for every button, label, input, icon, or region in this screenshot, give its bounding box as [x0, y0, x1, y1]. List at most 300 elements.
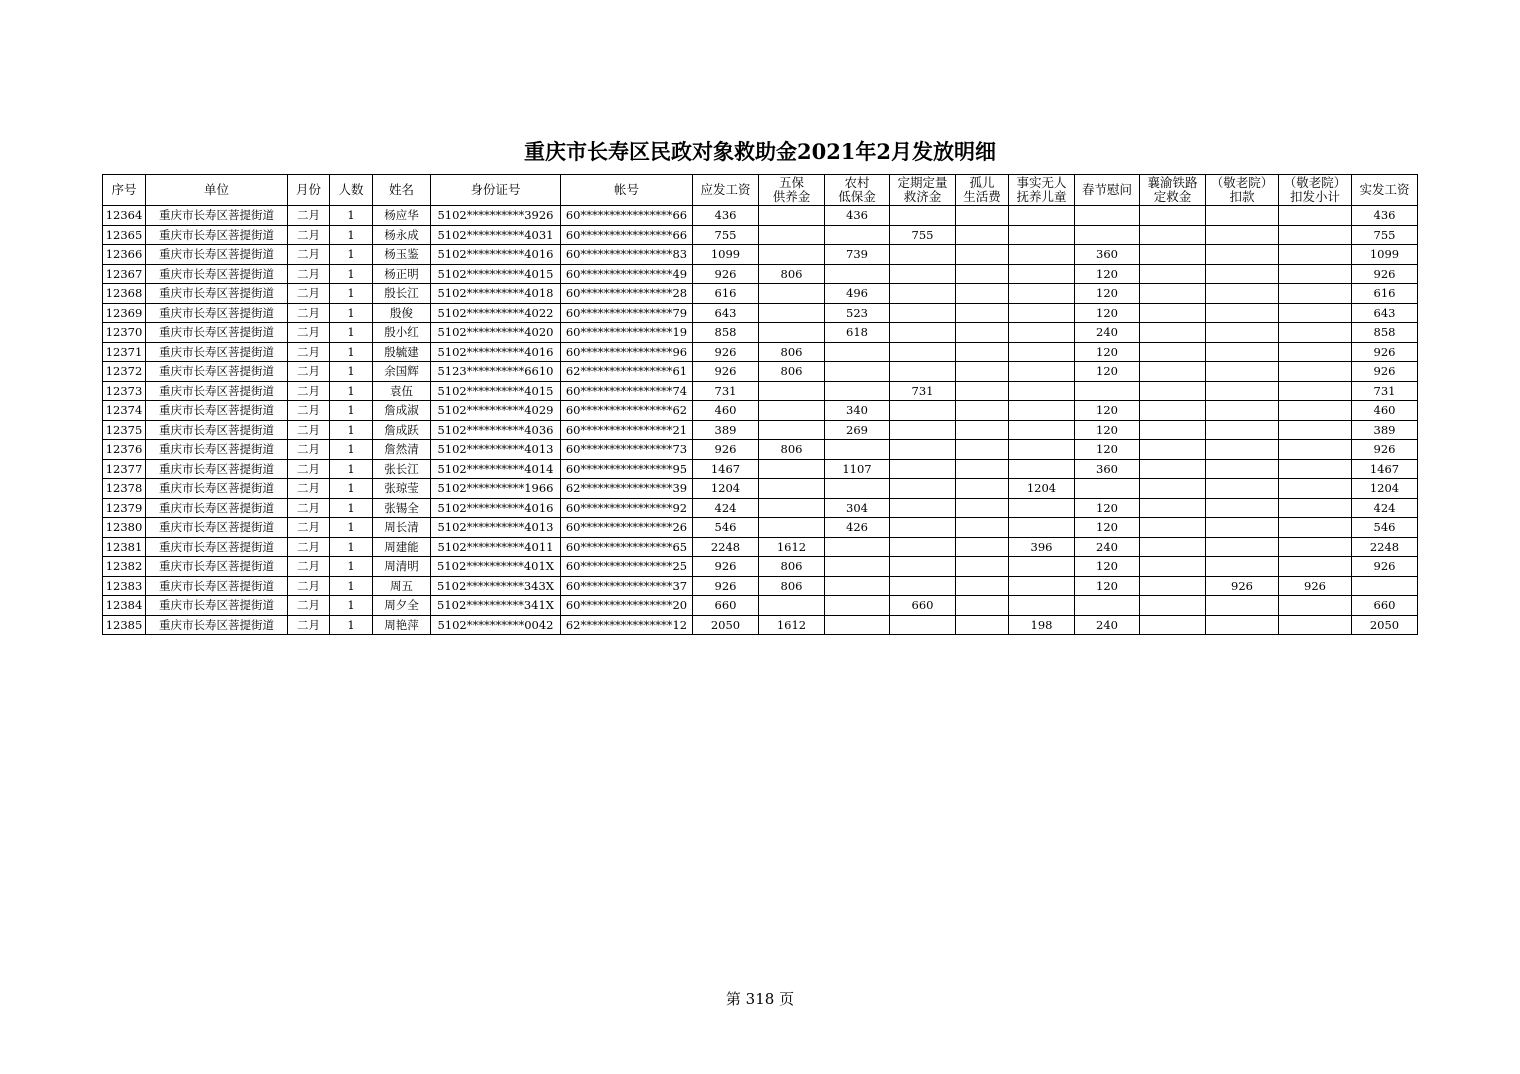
table-cell: [1279, 284, 1352, 304]
table-cell: [956, 284, 1009, 304]
table-cell: 二月: [288, 323, 330, 343]
table-cell: [890, 420, 956, 440]
table-cell: [956, 440, 1009, 460]
table-cell: 389: [693, 420, 759, 440]
table-cell: [1279, 342, 1352, 362]
table-cell: 360: [1075, 459, 1140, 479]
table-cell: 12374: [103, 401, 146, 421]
table-cell: 5102**********4014: [431, 459, 561, 479]
table-cell: [1009, 245, 1075, 265]
table-row: [103, 342, 1418, 362]
table-cell: [1279, 264, 1352, 284]
table-cell: 1: [330, 206, 373, 226]
table-cell: 858: [1352, 323, 1418, 343]
table-cell: [1009, 284, 1075, 304]
table-cell: [956, 576, 1009, 596]
table-cell: [1206, 245, 1279, 265]
table-cell: 120: [1075, 498, 1140, 518]
table-cell: [1140, 206, 1206, 226]
table-cell: 二月: [288, 576, 330, 596]
table-row: [103, 537, 1418, 557]
table-cell: 12377: [103, 459, 146, 479]
table-cell: 周建能: [373, 537, 431, 557]
table-cell: 重庆市长寿区菩提街道: [146, 303, 288, 323]
table-cell: 660: [1352, 596, 1418, 616]
table-cell: 926: [1352, 440, 1418, 460]
column-header: [1279, 175, 1352, 206]
table-cell: 重庆市长寿区菩提街道: [146, 342, 288, 362]
table-cell: 2050: [1352, 615, 1418, 635]
table-cell: [1279, 245, 1352, 265]
table-cell: 120: [1075, 303, 1140, 323]
table-cell: 5102**********4016: [431, 245, 561, 265]
table-cell: 1107: [825, 459, 890, 479]
table-cell: 詹成淑: [373, 401, 431, 421]
column-header-line2: 生活费: [963, 189, 1001, 204]
table-row: [103, 225, 1418, 245]
table-cell: 詹成跃: [373, 420, 431, 440]
table-cell: [1009, 518, 1075, 538]
table-cell: [1279, 420, 1352, 440]
table-cell: 二月: [288, 537, 330, 557]
table-row: [103, 362, 1418, 382]
table-cell: [1206, 557, 1279, 577]
table-cell: 二月: [288, 342, 330, 362]
column-header: [890, 175, 956, 206]
table-cell: [890, 518, 956, 538]
table-cell: 643: [693, 303, 759, 323]
table-cell: [1206, 225, 1279, 245]
table-cell: [1009, 303, 1075, 323]
table-cell: 5102**********4015: [431, 381, 561, 401]
table-cell: 120: [1075, 420, 1140, 440]
column-header: [759, 175, 825, 206]
table-cell: 304: [825, 498, 890, 518]
table-cell: [956, 498, 1009, 518]
table-cell: 616: [693, 284, 759, 304]
table-cell: 60****************79: [561, 303, 693, 323]
column-header: [1140, 175, 1206, 206]
table-cell: 1204: [693, 479, 759, 499]
column-header-line1: 月份: [295, 182, 321, 197]
table-cell: [956, 303, 1009, 323]
table-cell: 5102**********4016: [431, 342, 561, 362]
table-cell: 926: [693, 440, 759, 460]
table-cell: [1009, 576, 1075, 596]
table-cell: 424: [1352, 498, 1418, 518]
table-row: [103, 498, 1418, 518]
table-cell: [956, 420, 1009, 440]
table-cell: 12370: [103, 323, 146, 343]
table-cell: [1206, 498, 1279, 518]
column-header-line1: 五保: [778, 175, 804, 190]
table-cell: 926: [1352, 557, 1418, 577]
table-cell: [890, 362, 956, 382]
table-cell: [1140, 557, 1206, 577]
table-cell: 806: [759, 362, 825, 382]
table-row: [103, 381, 1418, 401]
table-cell: [825, 225, 890, 245]
table-cell: [1279, 440, 1352, 460]
table-cell: 858: [693, 323, 759, 343]
table-cell: [1009, 323, 1075, 343]
table-cell: 12364: [103, 206, 146, 226]
table-cell: [1206, 264, 1279, 284]
table-cell: 杨玉鉴: [373, 245, 431, 265]
table-row: [103, 576, 1418, 596]
table-cell: [890, 323, 956, 343]
table-cell: 424: [693, 498, 759, 518]
table-cell: 12384: [103, 596, 146, 616]
table-cell: 1: [330, 303, 373, 323]
table-cell: [890, 342, 956, 362]
table-cell: 739: [825, 245, 890, 265]
table-cell: 5102**********401X: [431, 557, 561, 577]
column-header-line1: （敬老院）: [1210, 175, 1274, 190]
column-header: [561, 175, 693, 206]
table-cell: [825, 537, 890, 557]
table-cell: 806: [759, 342, 825, 362]
table-cell: [890, 284, 956, 304]
payment-table: [102, 174, 1418, 635]
table-cell: 60****************28: [561, 284, 693, 304]
table-cell: [956, 459, 1009, 479]
table-cell: 546: [1352, 518, 1418, 538]
table-cell: 1: [330, 440, 373, 460]
table-cell: 重庆市长寿区菩提街道: [146, 420, 288, 440]
table-cell: 杨应华: [373, 206, 431, 226]
table-cell: 523: [825, 303, 890, 323]
table-cell: 重庆市长寿区菩提街道: [146, 537, 288, 557]
table-cell: 269: [825, 420, 890, 440]
table-cell: 926: [693, 576, 759, 596]
table-cell: 1: [330, 498, 373, 518]
table-cell: 殷小红: [373, 323, 431, 343]
table-cell: 12379: [103, 498, 146, 518]
table-cell: [1279, 225, 1352, 245]
table-cell: 62****************39: [561, 479, 693, 499]
table-cell: 1: [330, 420, 373, 440]
table-cell: [759, 245, 825, 265]
table-cell: 60****************49: [561, 264, 693, 284]
table-cell: 重庆市长寿区菩提街道: [146, 206, 288, 226]
table-cell: [1279, 303, 1352, 323]
table-cell: [1206, 615, 1279, 635]
table-cell: 5102**********4015: [431, 264, 561, 284]
table-cell: [1140, 459, 1206, 479]
table-cell: 2248: [693, 537, 759, 557]
column-header-line1: 定期定量: [897, 175, 948, 190]
table-cell: 120: [1075, 518, 1140, 538]
table-cell: [825, 557, 890, 577]
table-row: [103, 401, 1418, 421]
table-cell: 5102**********341X: [431, 596, 561, 616]
column-header-line1: 人数: [338, 182, 364, 197]
column-header: [103, 175, 146, 206]
table-cell: [825, 479, 890, 499]
table-cell: 重庆市长寿区菩提街道: [146, 596, 288, 616]
table-cell: 806: [759, 264, 825, 284]
table-cell: [1206, 401, 1279, 421]
table-cell: 12385: [103, 615, 146, 635]
table-cell: 12375: [103, 420, 146, 440]
table-cell: [1279, 381, 1352, 401]
table-cell: 5102**********0042: [431, 615, 561, 635]
table-cell: [759, 284, 825, 304]
table-cell: [825, 596, 890, 616]
table-row: [103, 303, 1418, 323]
table-cell: 12369: [103, 303, 146, 323]
table-cell: 殷长江: [373, 284, 431, 304]
table-cell: [1279, 498, 1352, 518]
table-cell: 60****************66: [561, 206, 693, 226]
table-cell: 926: [693, 264, 759, 284]
table-cell: [1075, 206, 1140, 226]
table-cell: 755: [1352, 225, 1418, 245]
column-header: [1352, 175, 1418, 206]
table-cell: 重庆市长寿区菩提街道: [146, 401, 288, 421]
table-cell: 60****************66: [561, 225, 693, 245]
table-row: [103, 440, 1418, 460]
column-header-line2: 供养金: [772, 189, 811, 204]
table-cell: 张琼莹: [373, 479, 431, 499]
table-cell: 60****************74: [561, 381, 693, 401]
table-cell: 926: [693, 557, 759, 577]
table-cell: 1: [330, 381, 373, 401]
table-cell: [1279, 323, 1352, 343]
column-header: [956, 175, 1009, 206]
table-cell: [1009, 596, 1075, 616]
table-cell: [1279, 401, 1352, 421]
table-cell: 5102**********1966: [431, 479, 561, 499]
table-cell: 1204: [1352, 479, 1418, 499]
table-cell: [956, 323, 1009, 343]
table-row: [103, 206, 1418, 226]
table-cell: [759, 498, 825, 518]
table-cell: 重庆市长寿区菩提街道: [146, 284, 288, 304]
table-cell: [956, 264, 1009, 284]
table-cell: 1: [330, 479, 373, 499]
table-row: [103, 264, 1418, 284]
table-cell: 618: [825, 323, 890, 343]
table-cell: 5102**********4031: [431, 225, 561, 245]
column-header-line2: 定救金: [1153, 189, 1192, 204]
table-cell: [1140, 576, 1206, 596]
table-cell: 重庆市长寿区菩提街道: [146, 557, 288, 577]
table-cell: 660: [890, 596, 956, 616]
table-cell: 二月: [288, 401, 330, 421]
table-cell: 二月: [288, 381, 330, 401]
table-cell: 12368: [103, 284, 146, 304]
column-header-line2: 扣发小计: [1289, 189, 1340, 204]
table-cell: [890, 615, 956, 635]
table-cell: 二月: [288, 362, 330, 382]
table-cell: 1: [330, 264, 373, 284]
table-cell: 12366: [103, 245, 146, 265]
table-cell: 12371: [103, 342, 146, 362]
table-cell: 周五: [373, 576, 431, 596]
table-cell: [825, 576, 890, 596]
table-cell: [956, 342, 1009, 362]
table-cell: 2050: [693, 615, 759, 635]
table-cell: [956, 401, 1009, 421]
table-cell: [759, 518, 825, 538]
table-cell: [1140, 596, 1206, 616]
table-cell: 12381: [103, 537, 146, 557]
table-cell: [1009, 459, 1075, 479]
table-cell: [1140, 362, 1206, 382]
column-header-line1: 农村: [844, 175, 870, 190]
table-cell: 1: [330, 323, 373, 343]
table-cell: 重庆市长寿区菩提街道: [146, 225, 288, 245]
table-cell: 二月: [288, 420, 330, 440]
table-cell: [759, 420, 825, 440]
table-cell: [1140, 381, 1206, 401]
table-cell: [890, 440, 956, 460]
table-cell: 1: [330, 518, 373, 538]
table-cell: [890, 537, 956, 557]
table-cell: 60****************37: [561, 576, 693, 596]
table-cell: 60****************73: [561, 440, 693, 460]
table-cell: [956, 381, 1009, 401]
table-cell: 731: [890, 381, 956, 401]
table-cell: 240: [1075, 615, 1140, 635]
table-cell: [1279, 596, 1352, 616]
table-cell: [759, 206, 825, 226]
table-cell: [1140, 323, 1206, 343]
table-cell: [1206, 342, 1279, 362]
table-cell: [759, 225, 825, 245]
table-cell: [825, 381, 890, 401]
document-title: 重庆市长寿区民政对象救助金2021年2月发放明细: [523, 139, 997, 164]
table-cell: [1206, 381, 1279, 401]
table-cell: [1009, 440, 1075, 460]
table-cell: 重庆市长寿区菩提街道: [146, 498, 288, 518]
table-cell: [1206, 323, 1279, 343]
table-cell: [890, 206, 956, 226]
table-cell: 5123**********6610: [431, 362, 561, 382]
table-cell: [890, 557, 956, 577]
table-cell: 5102**********4013: [431, 440, 561, 460]
table-cell: [956, 206, 1009, 226]
table-cell: 926: [1352, 342, 1418, 362]
table-cell: 1: [330, 557, 373, 577]
table-cell: 5102**********4036: [431, 420, 561, 440]
table-cell: 60****************21: [561, 420, 693, 440]
table-cell: [1206, 440, 1279, 460]
column-header-line1: 襄渝铁路: [1147, 175, 1198, 190]
table-cell: 616: [1352, 284, 1418, 304]
table-cell: [1206, 420, 1279, 440]
table-cell: [1009, 420, 1075, 440]
column-header-line1: （敬老院）: [1283, 175, 1347, 190]
table-cell: [1009, 206, 1075, 226]
table-cell: 重庆市长寿区菩提街道: [146, 518, 288, 538]
table-cell: [956, 615, 1009, 635]
table-cell: [956, 518, 1009, 538]
table-cell: 12373: [103, 381, 146, 401]
table-cell: 二月: [288, 479, 330, 499]
table-cell: 436: [1352, 206, 1418, 226]
table-cell: 731: [693, 381, 759, 401]
table-cell: 二月: [288, 303, 330, 323]
table-cell: 二月: [288, 264, 330, 284]
table-cell: 60****************92: [561, 498, 693, 518]
table-cell: 重庆市长寿区菩提街道: [146, 459, 288, 479]
table-cell: 926: [1279, 576, 1352, 596]
table-cell: [1009, 381, 1075, 401]
table-cell: 殷俊: [373, 303, 431, 323]
table-row: [103, 615, 1418, 635]
table-cell: 806: [759, 440, 825, 460]
table-cell: 60****************62: [561, 401, 693, 421]
table-cell: 389: [1352, 420, 1418, 440]
table-cell: 重庆市长寿区菩提街道: [146, 362, 288, 382]
table-cell: [1279, 362, 1352, 382]
table-cell: [1140, 401, 1206, 421]
page-number: 第 318 页: [725, 990, 795, 1008]
table-cell: 62****************12: [561, 615, 693, 635]
table-cell: [1140, 284, 1206, 304]
table-cell: 二月: [288, 284, 330, 304]
table-cell: [1206, 479, 1279, 499]
table-cell: 12367: [103, 264, 146, 284]
table-cell: [1140, 479, 1206, 499]
table-cell: 120: [1075, 440, 1140, 460]
table-cell: [1206, 303, 1279, 323]
table-cell: [1009, 264, 1075, 284]
table-cell: 张长江: [373, 459, 431, 479]
table-cell: 周清明: [373, 557, 431, 577]
table-cell: 120: [1075, 362, 1140, 382]
table-cell: 755: [693, 225, 759, 245]
table-cell: 12376: [103, 440, 146, 460]
table-row: [103, 284, 1418, 304]
table-cell: [956, 596, 1009, 616]
table-cell: [890, 245, 956, 265]
table-cell: 12382: [103, 557, 146, 577]
table-cell: 12383: [103, 576, 146, 596]
table-cell: 1467: [693, 459, 759, 479]
table-cell: 重庆市长寿区菩提街道: [146, 264, 288, 284]
table-cell: [956, 362, 1009, 382]
table-cell: 二月: [288, 245, 330, 265]
table-cell: [1009, 498, 1075, 518]
table-cell: [1352, 576, 1418, 596]
table-cell: [1279, 206, 1352, 226]
table-cell: 二月: [288, 596, 330, 616]
column-header-line2: 救济金: [903, 189, 942, 204]
table-cell: [890, 401, 956, 421]
table-cell: 二月: [288, 206, 330, 226]
table-cell: 926: [1352, 264, 1418, 284]
table-cell: 5102**********4011: [431, 537, 561, 557]
table-cell: 643: [1352, 303, 1418, 323]
table-cell: [956, 225, 1009, 245]
table-cell: [956, 479, 1009, 499]
table-cell: 396: [1009, 537, 1075, 557]
table-cell: 60****************96: [561, 342, 693, 362]
column-header-line1: 序号: [111, 182, 137, 197]
table-cell: 5102**********4029: [431, 401, 561, 421]
table-cell: 1: [330, 537, 373, 557]
table-cell: [1140, 615, 1206, 635]
column-header-line1: 实发工资: [1359, 182, 1410, 197]
table-cell: 12380: [103, 518, 146, 538]
table-cell: 杨永成: [373, 225, 431, 245]
table-cell: 1: [330, 225, 373, 245]
table-cell: [1075, 479, 1140, 499]
